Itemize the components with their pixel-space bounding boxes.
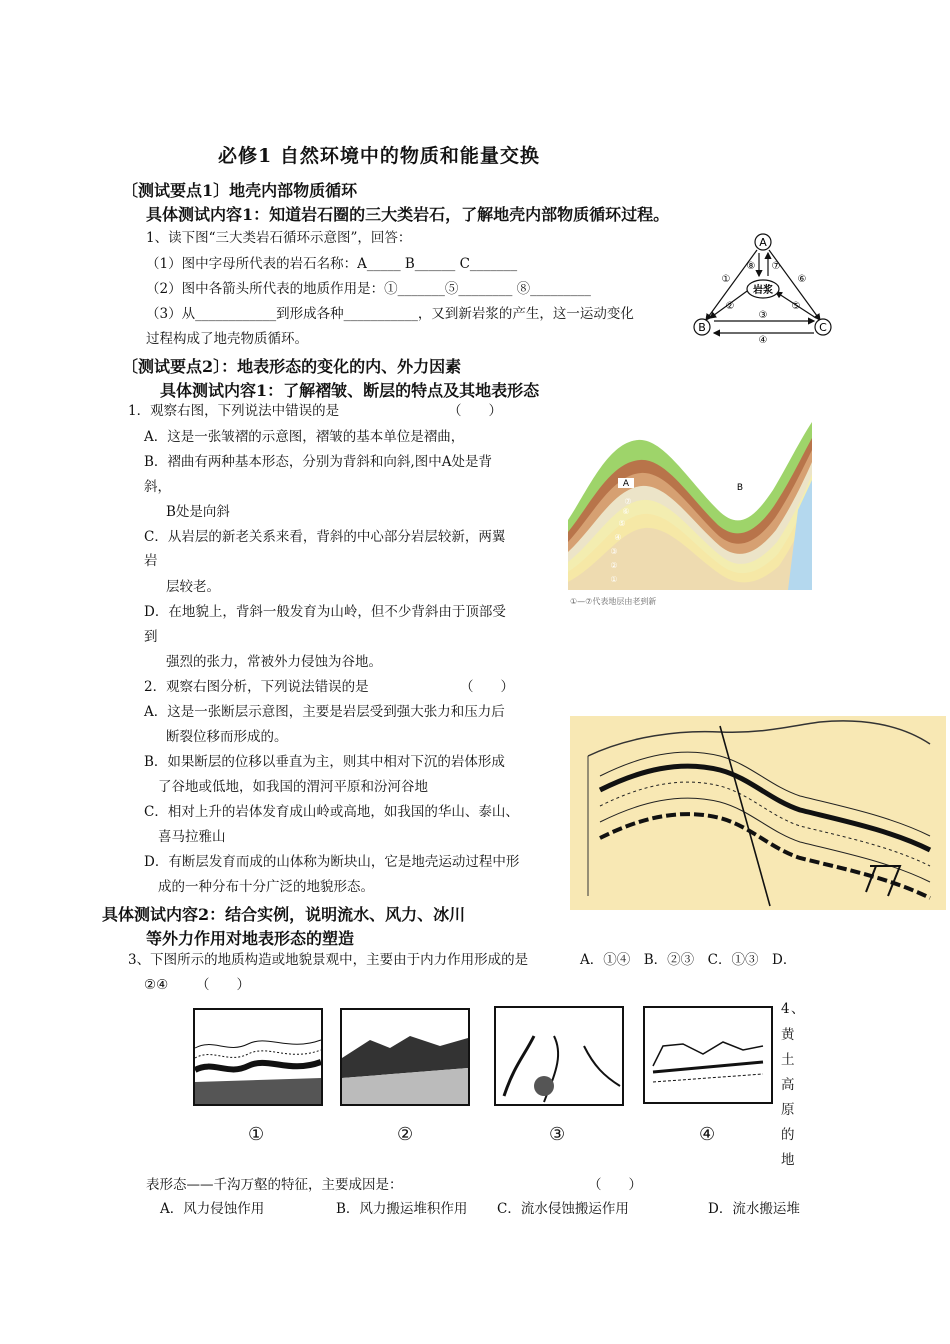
landform-image-3 (494, 1006, 624, 1106)
q2-3-stem: 3、下图所示的地质构造或地貌景观中，主要由于内力作用形成的是 (128, 952, 529, 968)
q1-part3-cont: 过程构成了地壳物质循环。 (146, 331, 308, 347)
section-subheading-3-cont: 等外力作用对地表形态的塑造 (146, 929, 355, 948)
q2-4-vertical-8: 地 (781, 1152, 795, 1168)
q2-2-paren: （ ） (460, 679, 514, 695)
diagram-node-c: C (819, 321, 827, 334)
q2-1-option-a: A．这是一张皱褶的示意图，褶皱的基本单位是褶曲， (144, 429, 465, 445)
landform-image-1 (193, 1008, 323, 1106)
q2-2-option-b-cont: 了谷地或低地，如我国的渭河平原和汾河谷地 (158, 779, 428, 795)
fold-layer-2: ② (610, 561, 618, 570)
arrow-label-3: ③ (758, 310, 768, 321)
fold-label-a: A (622, 479, 630, 489)
q2-1-paren: （ ） (448, 403, 502, 419)
fold-layer-1: ① (610, 575, 618, 584)
q2-2-option-b: B．如果断层的位移以垂直为主，则其中相对下沉的岩体形成 (144, 754, 505, 770)
q1-stem: 1、读下图“三大类岩石循环示意图”，回答： (146, 230, 412, 246)
arrow-label-1: ① (721, 274, 731, 285)
q1-part3: （3）从____________到形成各种___________，又到新岩浆的产生，这一运动变化 (146, 306, 634, 322)
q2-4-option-b: B．风力搬运堆积作用 (336, 1201, 468, 1217)
q2-3-options: A．①④ B．②③ C．①③ D． (580, 952, 797, 968)
diagram-magma: 岩浆 (753, 285, 773, 296)
arrow-label-7: ⑦ (771, 261, 781, 272)
q2-4-paren: （ ） (588, 1177, 642, 1193)
fold-diagram (568, 420, 812, 610)
arrow-label-6: ⑥ (797, 274, 807, 285)
section-subheading-3: 具体测试内容2：结合实例，说明流水、风力、冰川 (102, 905, 466, 924)
diagram-node-a: A (759, 236, 767, 249)
fault-diagram (570, 716, 946, 910)
arrow-label-4: ④ (758, 335, 768, 344)
q2-4-option-a: A．风力侵蚀作用 (160, 1201, 265, 1217)
q2-2-option-a-cont: 断裂位移而形成的。 (166, 729, 288, 745)
q1-part2: （2）图中各箭头所代表的地质作用是：①_______⑤________ ⑧_________ (146, 281, 591, 297)
q2-4-vertical-4: 土 (781, 1052, 795, 1068)
diagram-node-b: B (698, 321, 706, 334)
q2-4-line: 表形态——千沟万壑的特征，主要成因是： (146, 1177, 403, 1193)
arrow-label-5: ⑤ (791, 301, 801, 312)
q2-1-option-b: B．褶曲有两种基本形态，分别为背斜和向斜,图中A处是背 (144, 454, 492, 470)
fold-layer-4: ④ (614, 533, 622, 542)
section-subheading-2: 具体测试内容1：了解褶皱、断层的特点及其地表形态 (160, 381, 540, 400)
q2-1-option-d-cont2: 强烈的张力，常被外力侵蚀为谷地。 (166, 654, 382, 670)
page-title: 必修1 自然环境中的物质和能量交换 (218, 145, 540, 167)
q2-2-option-d-cont: 成的一种分布十分广泛的地貌形态。 (158, 879, 374, 895)
fold-layer-7: ⑦ (624, 497, 632, 506)
q2-1-option-d-cont: 到 (144, 629, 158, 645)
arrow-label-2: ② (725, 301, 735, 312)
landform-label-2: ② (397, 1124, 414, 1145)
q2-1-stem: 1．观察右图，下列说法中错误的是 (128, 403, 340, 419)
q2-4-vertical-5: 高 (781, 1077, 795, 1093)
section-subheading-1: 具体测试内容1：知道岩石圈的三大类岩石，了解地壳内部物质循环过程。 (146, 205, 670, 224)
q2-3-option-d: ②④ (144, 977, 169, 993)
q2-4-vertical-2: 、 (791, 1001, 805, 1017)
q1-part1: （1）图中字母所代表的岩石名称：A_____ B______ C_______ (146, 256, 518, 272)
fold-caption: ①—⑦代表地层由老到新 (570, 597, 657, 606)
q2-2-option-c: C．相对上升的岩体发育成山岭或高地，如我国的华山、泰山、 (144, 804, 519, 820)
q2-2-option-c-cont: 喜马拉雅山 (158, 829, 226, 845)
q2-2-option-d: D．有断层发育而成的山体称为断块山，它是地壳运动过程中形 (144, 854, 520, 870)
landform-image-2 (340, 1008, 470, 1106)
section-heading-2: 〔测试要点2〕：地表形态的变化的内、外力因素 (122, 357, 462, 376)
landform-image-4 (643, 1006, 773, 1104)
fold-layer-3: ③ (610, 547, 618, 556)
q2-1-option-c: C．从岩层的新老关系来看，背斜的中心部分岩层较新，两翼 (144, 529, 506, 545)
fold-layer-5: ⑤ (618, 519, 626, 528)
landform-label-4: ④ (699, 1124, 716, 1145)
section-heading-1: 〔测试要点1〕地壳内部物质循环 (122, 181, 358, 200)
q2-1-option-b-cont: 斜， (144, 479, 171, 495)
q2-4-vertical-1: 4 (781, 1001, 790, 1017)
q2-1-option-c-cont: 岩 (144, 553, 158, 569)
q2-4-vertical-3: 黄 (781, 1027, 795, 1043)
q2-2-option-a: A．这是一张断层示意图，主要是岩层受到强大张力和压力后 (144, 704, 505, 720)
q2-4-vertical-6: 原 (781, 1102, 795, 1118)
q2-4-vertical-7: 的 (781, 1127, 795, 1143)
rock-cycle-diagram (690, 232, 836, 344)
q2-4-option-c: C．流水侵蚀搬运作用 (497, 1201, 629, 1217)
q2-3-paren: （ ） (196, 977, 250, 993)
landform-label-1: ① (248, 1124, 265, 1145)
q2-4-option-d: D．流水搬运堆 (708, 1201, 800, 1217)
q2-2-stem: 2．观察右图分析，下列说法错误的是 (144, 679, 369, 695)
arrow-label-8: ⑧ (746, 261, 756, 272)
landform-label-3: ③ (549, 1124, 566, 1145)
q2-1-option-d: D．在地貌上，背斜一般发育为山岭，但不少背斜由于顶部受 (144, 604, 506, 620)
fold-label-b: B (736, 483, 744, 493)
q2-1-option-c-cont2: 层较老。 (166, 579, 220, 595)
q2-1-option-b-cont2: B处是向斜 (166, 504, 230, 520)
fold-layer-6: ⑥ (622, 507, 630, 516)
